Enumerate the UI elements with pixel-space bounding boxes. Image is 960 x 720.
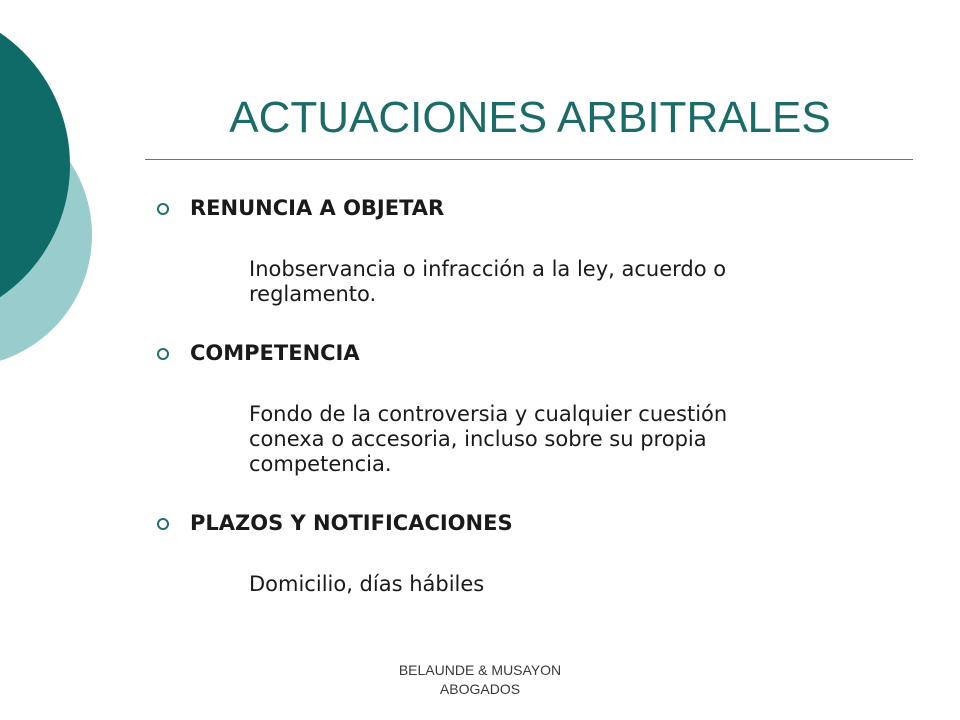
slide-title: ACTUACIONES ARBITRALES xyxy=(229,93,831,142)
body-line: Inobservancia o infracción a la ley, acuerdo o xyxy=(249,257,727,281)
footer-line: BELAUNDE & MUSAYON xyxy=(398,662,562,678)
body-line: Domicilio, días hábiles xyxy=(249,572,485,596)
section-heading-plazos: PLAZOS Y NOTIFICACIONES xyxy=(190,511,513,535)
footer-line: ABOGADOS xyxy=(439,681,521,697)
body-line: competencia. xyxy=(249,452,392,476)
footer xyxy=(360,661,600,699)
body-line: reglamento. xyxy=(249,282,377,306)
body-line: conexa o accesoria, incluso sobre su propia xyxy=(249,427,707,451)
section-heading-renuncia: RENUNCIA A OBJETAR xyxy=(190,196,445,220)
circle-bullet-icon xyxy=(157,518,169,530)
circle-bullet-icon xyxy=(157,348,169,360)
title-divider xyxy=(145,159,913,160)
circle-bullet-icon xyxy=(157,203,169,215)
section-body-renuncia xyxy=(249,257,869,307)
section-body-plazos xyxy=(249,572,869,597)
section-heading-competencia: COMPETENCIA xyxy=(190,341,360,365)
body-line: Fondo de la controversia y cualquier cuestión xyxy=(249,402,728,426)
section-body-competencia xyxy=(249,402,869,477)
